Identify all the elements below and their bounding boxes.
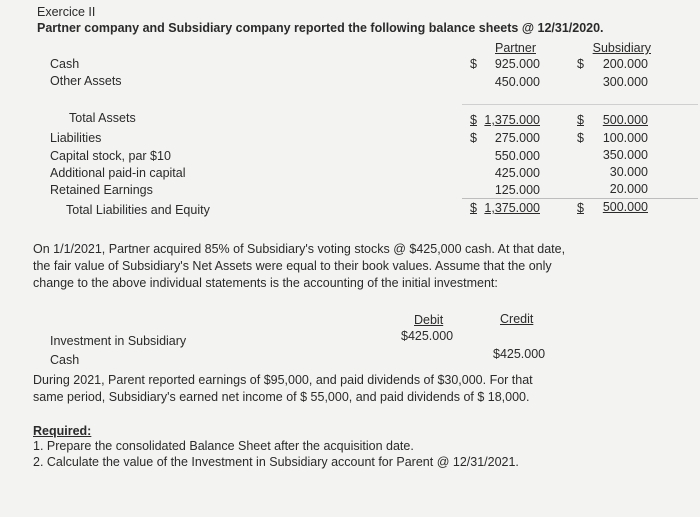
acquisition-line-1: On 1/1/2021, Partner acquired 85% of Subsidiary's voting stocks @ $425,000 cash. At that date, bbox=[33, 242, 566, 256]
retained-earnings-label: Retained Earnings bbox=[50, 183, 153, 197]
liabilities-label: Liabilities bbox=[50, 131, 102, 145]
cash-account: Cash bbox=[50, 353, 80, 367]
exercise-title: Exercice II bbox=[37, 5, 96, 19]
currency-symbol: $ bbox=[470, 201, 477, 215]
cash-partner: 925.000 bbox=[494, 57, 540, 71]
acquisition-line-3: change to the above individual statements is the accounting of the initial investment: bbox=[33, 276, 498, 290]
earnings-line-1: During 2021, Parent reported earnings of $95,000, and paid dividends of $30,000. For that bbox=[33, 373, 533, 387]
retained-earnings-partner: 125.000 bbox=[494, 183, 540, 197]
currency-symbol: $ bbox=[577, 57, 584, 71]
currency-symbol: $ bbox=[577, 201, 584, 215]
earnings-line-2: same period, Subsidiary's earned net income of $ 55,000, and paid dividends of $ 18,000. bbox=[33, 390, 530, 404]
cash-label: Cash bbox=[50, 57, 80, 71]
investment-account: Investment in Subsidiary bbox=[50, 334, 187, 348]
currency-symbol: $ bbox=[470, 57, 477, 71]
intro-text: Partner company and Subsidiary company reported the following balance sheets @ 12/31/2020. bbox=[37, 21, 604, 35]
liabilities-partner: 275.000 bbox=[494, 131, 540, 145]
subsidiary-column-header: Subsidiary bbox=[592, 41, 651, 55]
total-assets-partner: 1,375.000 bbox=[484, 113, 540, 127]
other-assets-label: Other Assets bbox=[50, 74, 122, 88]
cash-subsidiary: 200.000 bbox=[602, 57, 648, 71]
total-assets-subsidiary: 500.000 bbox=[602, 113, 648, 127]
investment-debit: $425.000 bbox=[401, 329, 454, 343]
total-divider bbox=[462, 198, 698, 199]
acquisition-line-2: the fair value of Subsidiary's Net Assets were equal to their book values. Assume that the only bbox=[33, 259, 552, 273]
liabilities-subsidiary: 100.000 bbox=[602, 131, 648, 145]
required-item-2: 2. Calculate the value of the Investment in Subsidiary account for Parent @ 12/31/2021. bbox=[33, 455, 519, 469]
total-le-label: Total Liabilities and Equity bbox=[66, 203, 210, 217]
total-le-subsidiary: 500.000 bbox=[602, 200, 648, 214]
currency-symbol: $ bbox=[577, 113, 584, 127]
partner-column-header: Partner bbox=[495, 41, 536, 55]
other-assets-partner: 450.000 bbox=[494, 75, 540, 89]
required-heading: Required: bbox=[33, 424, 92, 438]
other-assets-subsidiary: 300.000 bbox=[602, 75, 648, 89]
total-le-partner: 1,375.000 bbox=[484, 201, 540, 215]
capital-stock-label: Capital stock, par $10 bbox=[50, 149, 171, 163]
credit-header: Credit bbox=[500, 312, 534, 326]
retained-earnings-subsidiary: 20.000 bbox=[609, 182, 648, 196]
debit-header: Debit bbox=[414, 313, 444, 327]
total-assets-label: Total Assets bbox=[69, 111, 136, 125]
required-item-1: 1. Prepare the consolidated Balance Sheet after the acquisition date. bbox=[33, 439, 414, 453]
section-divider bbox=[462, 104, 698, 105]
currency-symbol: $ bbox=[470, 131, 477, 145]
apic-subsidiary: 30.000 bbox=[609, 165, 648, 179]
apic-label: Additional paid-in capital bbox=[50, 166, 186, 180]
capital-stock-subsidiary: 350.000 bbox=[602, 148, 648, 162]
currency-symbol: $ bbox=[470, 113, 477, 127]
currency-symbol: $ bbox=[577, 131, 584, 145]
apic-partner: 425.000 bbox=[494, 166, 540, 180]
capital-stock-partner: 550.000 bbox=[494, 149, 540, 163]
cash-credit: $425.000 bbox=[493, 347, 546, 361]
